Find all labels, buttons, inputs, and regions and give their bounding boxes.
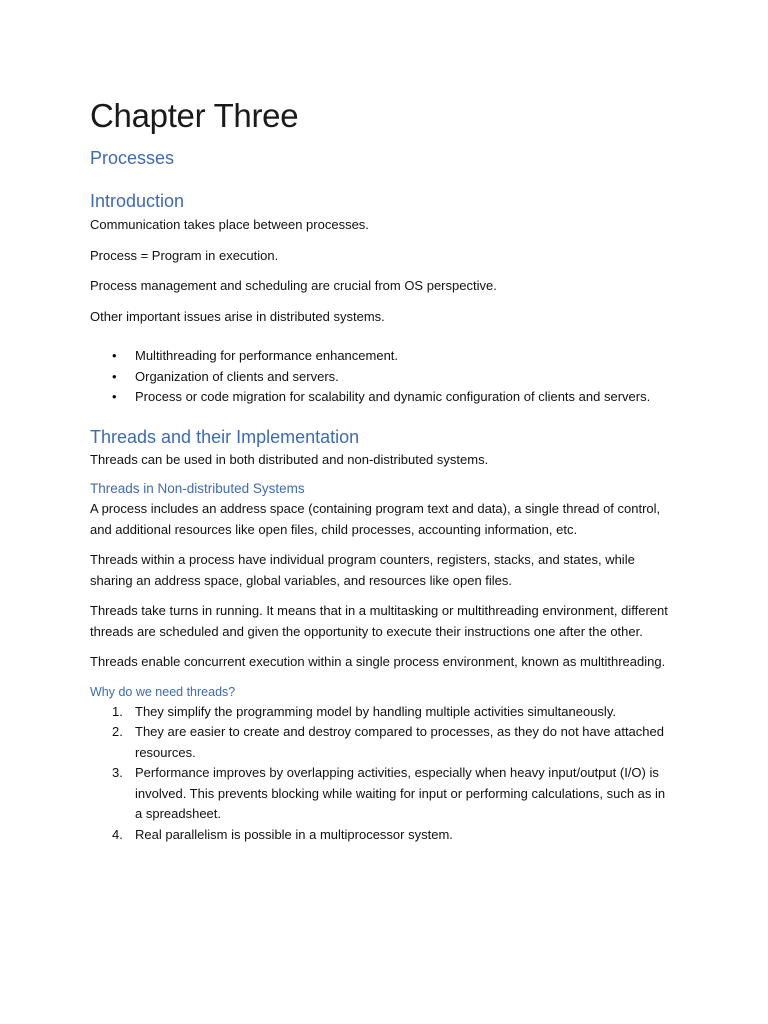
list-item-text: They simplify the programming model by handling multiple activities simultaneously. [135,703,616,719]
list-item-text: They are easier to create and destroy compared to processes, as they do not have attached resources. [135,724,664,760]
list-item [90,702,675,723]
list-item-text: Process or code migration for scalability and dynamic configuration of clients and servers. [135,389,651,404]
threads-intro-paragraph: Threads can be used in both distributed and non-distributed systems. [90,451,489,467]
list-number: 1. [112,703,123,719]
list-item [90,722,675,763]
body-paragraph: Threads enable concurrent execution within a single process environment, known as multithreading. [90,654,666,669]
intro-paragraph: Communication takes place between processes. [90,217,369,232]
list-item-text: Multithreading for performance enhancement. [135,348,399,363]
intro-paragraph: Process = Program in execution. [90,247,279,263]
why-threads-list [90,702,675,846]
list-item [90,763,675,825]
body-paragraph: Threads within a process have individual program counters, registers, stacks, and states, while sharing an address space, global variables, and resources like open files. [90,552,635,588]
list-item-text: Performance improves by overlapping activities, especially when heavy input/output (I/O) is involved. This prevents blocking while waiting for input or performing calculations, such as in a spreadsheet. [135,765,666,821]
intro-paragraph: Process management and scheduling are crucial from OS perspective. [90,278,497,293]
heading-non-distributed: Threads in Non-distributed Systems [90,481,305,496]
heading-processes: Processes [90,148,175,168]
list-item-text: Organization of clients and servers. [135,368,339,384]
bullet-icon: • [112,368,117,384]
list-item-text: Real parallelism is possible in a multiprocessor system. [135,826,453,842]
list-number: 2. [112,724,123,739]
chapter-title: Chapter Three [90,97,299,134]
intro-bullet-list [90,346,675,408]
bullet-icon: • [112,348,117,363]
heading-why-threads: Why do we need threads? [90,684,236,699]
body-paragraph: Threads take turns in running. It means that in a multitasking or multithreading environment, different threads are scheduled and given the opportunity to execute their instructions one after the other. [90,603,668,639]
list-item [90,825,675,846]
list-number: 3. [112,765,123,780]
document-content [90,94,675,845]
list-item [90,367,675,388]
list-number: 4. [112,826,123,842]
body-paragraph: A process includes an address space (containing program text and data), a single thread of control, and additional resources like open files, child processes, accounting information, etc. [90,501,661,537]
bullet-icon: • [112,389,117,404]
list-item [90,387,675,408]
intro-paragraph: Other important issues arise in distributed systems. [90,308,385,324]
heading-introduction: Introduction [90,191,185,211]
list-item [90,346,675,367]
heading-threads: Threads and their Implementation [90,426,360,447]
